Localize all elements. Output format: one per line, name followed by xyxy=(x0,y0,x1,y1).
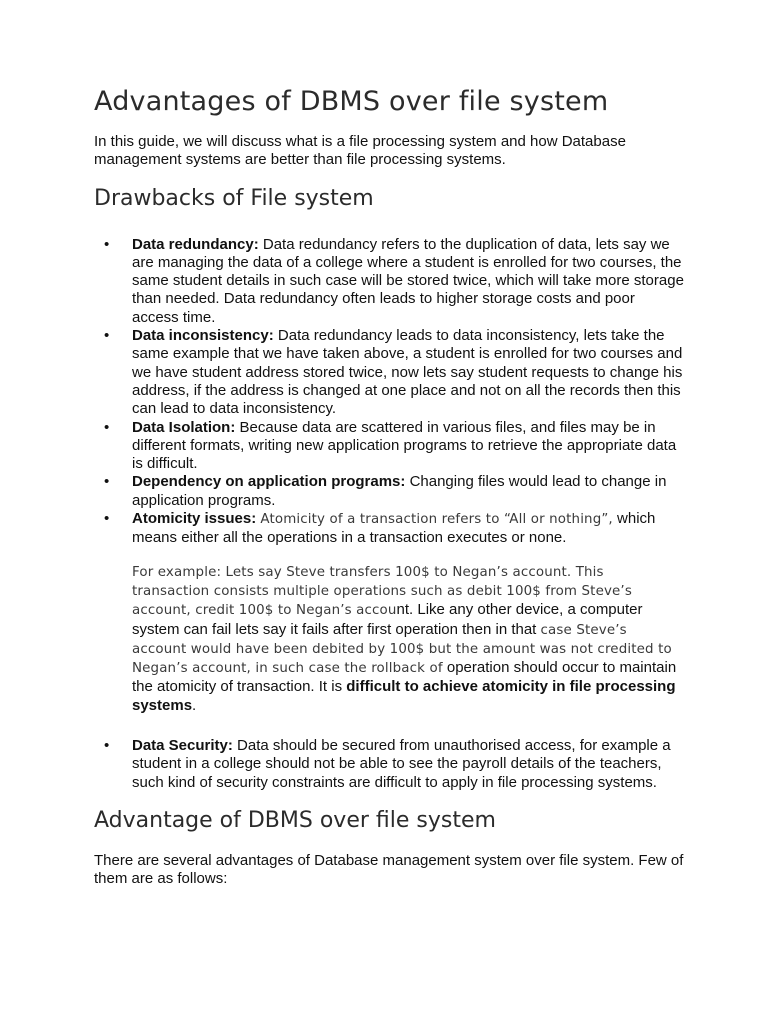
bullet-icon: • xyxy=(104,418,110,436)
bullet-icon: • xyxy=(104,235,110,253)
item-text: Data redundancy leads to data inconsistency, lets take the same example that we have taken above, a student is enrolled for two courses and we have student address stored twice, now lets say student requests to change his address, if the address is changed at one place and not on all the records then this can lead to data inconsistency. xyxy=(132,327,683,418)
item-term: Atomicity issues: xyxy=(132,510,257,528)
drawbacks-heading: Drawbacks of File system xyxy=(94,185,374,211)
example-text-light: case Steve’s account would have been debited by 100$ but the amount was not credited to Negan’s account, in such case the rollback of xyxy=(132,622,672,677)
item-text: Data should be secured from unauthorised access, for example a student in a college should not be able to see the payroll details of the teachers, such kind of security constraints are difficult to apply in file processing systems. xyxy=(132,737,671,791)
bullet-icon: • xyxy=(104,473,110,491)
list-item-data-inconsistency xyxy=(94,327,684,418)
item-term: Data Isolation: xyxy=(132,418,236,436)
item-term: Data Security: xyxy=(132,737,233,755)
item-text: which means either all the operations in a transaction executes or none. xyxy=(132,510,656,547)
example-text-light: For example: Lets say Steve transfers 100$ to Negan’s account. This transaction consists multiple operations such as debit 100$ from Steve’s account, credit 100$ to Negan’s accou xyxy=(132,564,632,619)
drawbacks-list xyxy=(94,236,684,792)
item-text: Changing files would lead to change in application programs. xyxy=(132,473,667,509)
item-term: Data inconsistency: xyxy=(132,327,274,345)
item-text: Data redundancy refers to the duplication of data, lets say we are managing the data of a college where a student is enrolled for two courses, the same student details in such case will be stored twice, which will take more storage than needed. Data redundancy often leads to higher storage costs and poor access time. xyxy=(132,235,684,326)
list-item-data-isolation xyxy=(94,419,684,474)
bullet-icon: • xyxy=(104,510,110,528)
bullet-icon: • xyxy=(104,327,110,345)
intro-paragraph: In this guide, we will discuss what is a file processing system and how Database management systems are better than file processing systems. xyxy=(94,133,626,169)
advantage-heading: Advantage of DBMS over file system xyxy=(94,807,496,833)
item-text: Because data are scattered in various files, and files may be in different formats, writing new application programs to retrieve the appropriate data is difficult. xyxy=(132,418,677,473)
list-item-data-security xyxy=(94,737,684,792)
item-term: Data redundancy: xyxy=(132,235,259,253)
item-term: Dependency on application programs: xyxy=(132,473,406,491)
list-item-dependency-on-application-programs xyxy=(94,473,684,510)
example-emphasis: difficult to achieve atomicity in file processing systems xyxy=(132,678,676,714)
item-text-light: Atomicity of a transaction refers to “All or nothing”, xyxy=(260,512,613,528)
example-text: . xyxy=(192,696,197,714)
bullet-icon: • xyxy=(104,737,110,755)
list-item-atomicity-issues xyxy=(94,510,684,715)
atomicity-example-paragraph xyxy=(132,563,684,715)
outro-paragraph: There are several advantages of Database management system over file system. Few of them are as follows: xyxy=(94,851,684,888)
list-item-data-redundancy xyxy=(94,236,684,327)
example-text: operation should occur to maintain the atomicity of transaction. It is xyxy=(132,659,677,696)
example-text: nt. Like any other device, a computer system can fail lets say it fails after first operation then in that xyxy=(132,601,643,638)
page-title: Advantages of DBMS over file system xyxy=(94,86,609,117)
